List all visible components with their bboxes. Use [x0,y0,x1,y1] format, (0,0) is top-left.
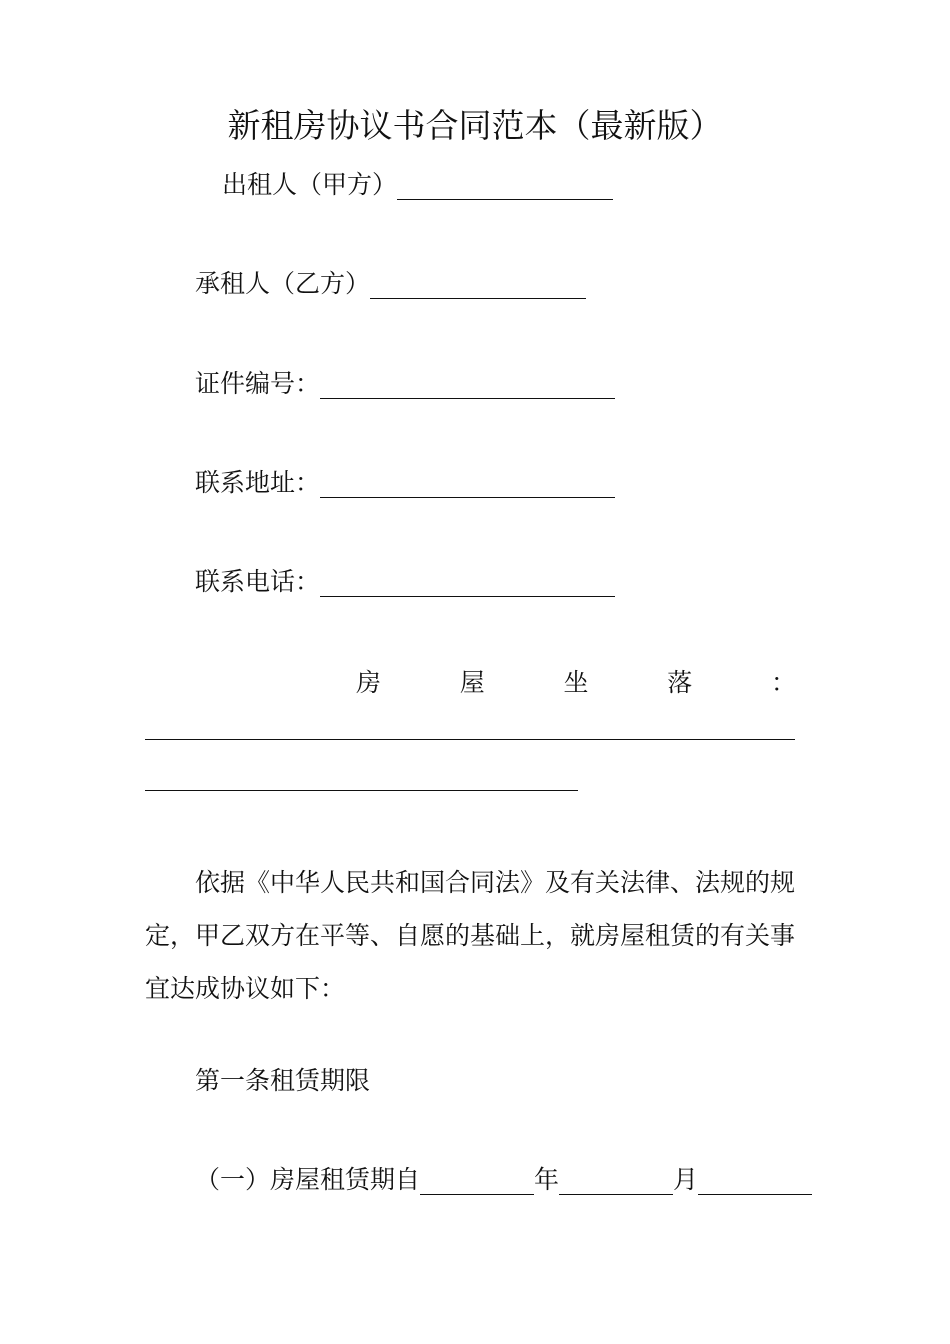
lessee-field [195,269,586,299]
month-label: 月 [673,1165,699,1194]
id-number-field [195,369,615,399]
location-char-1: 房 [356,668,382,697]
address-blank [320,471,615,498]
address-label: 联系地址： [195,468,321,497]
start-day-blank [698,1168,812,1195]
location-char-2: 屋 [459,668,485,697]
property-location-label [356,668,796,698]
article-1-heading: 第一条租赁期限 [195,1066,371,1095]
intro-paragraph [145,856,807,1015]
phone-field [195,567,615,597]
intro-line-3: 宜达成协议如下： [145,974,346,1003]
location-char-5: ： [770,668,796,697]
year-label: 年 [534,1165,560,1194]
start-month-blank [559,1168,673,1195]
lessor-blank [397,173,613,200]
lease-term-prefix: （一）房屋租赁期自 [195,1165,421,1194]
location-blank-1 [145,739,795,740]
lessee-label: 承租人（乙方） [195,269,371,298]
phone-blank [320,570,615,597]
intro-line-2: 定，甲乙双方在平等、自愿的基础上，就房屋租赁的有关事 [145,921,796,950]
lessee-blank [370,272,586,299]
id-number-blank [320,372,615,399]
location-blank-2 [145,790,578,791]
id-number-label: 证件编号： [195,369,321,398]
intro-line-1: 依据《中华人民共和国合同法》及有关法律、法规的规 [195,868,796,897]
lease-term-clause [195,1165,812,1195]
address-field [195,468,615,498]
lessor-field [222,170,613,200]
document-title: 新租房协议书合同范本（最新版） [227,106,723,145]
location-char-4: 落 [667,668,693,697]
lessor-label: 出租人（甲方） [222,170,398,199]
phone-label: 联系电话： [195,567,321,596]
start-year-blank [420,1168,534,1195]
location-char-3: 坐 [563,668,589,697]
